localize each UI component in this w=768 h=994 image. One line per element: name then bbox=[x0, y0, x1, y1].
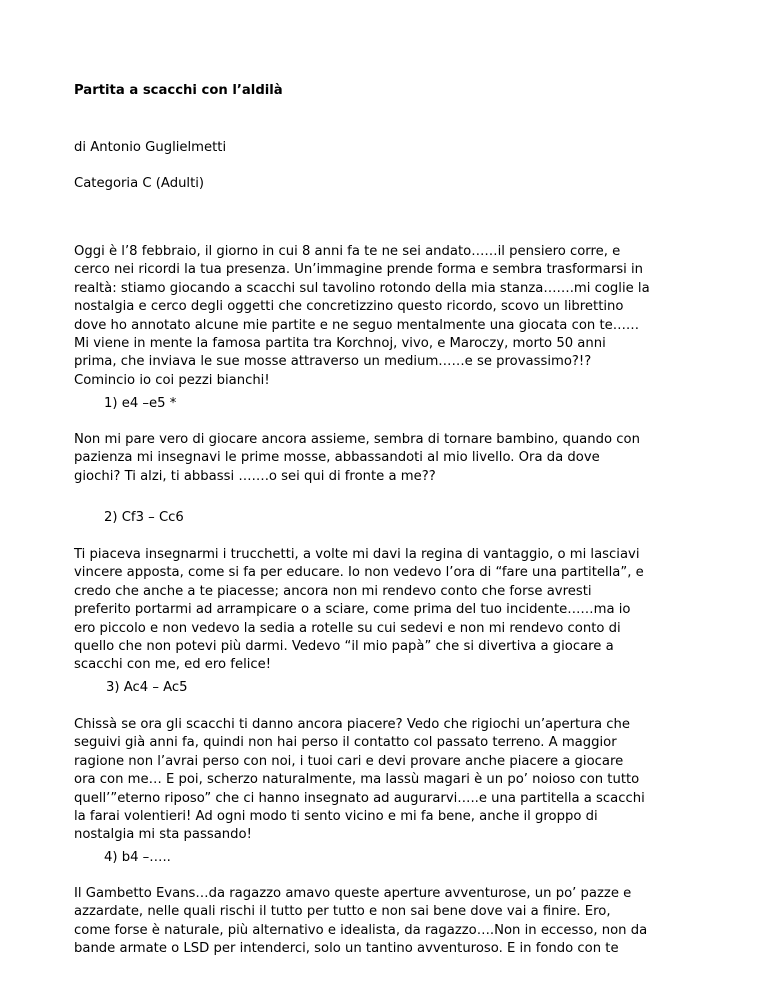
text-line: prima, che inviava le sue mosse attraverso un medium……e se provassimo?!? bbox=[74, 354, 592, 370]
paragraph-1 bbox=[74, 243, 698, 390]
text-line: ero piccolo e non vedevo la sedia a rotelle su cui sedevi e non mi rendevo conto di bbox=[74, 620, 621, 636]
text-line: Mi viene in mente la famosa partita tra Korchnoj, vivo, e Maroczy, morto 50 anni bbox=[74, 336, 606, 352]
text-line: nostalgia mi sta passando! bbox=[74, 827, 252, 843]
text-line: Oggi è l’8 febbraio, il giorno in cui 8 anni fa te ne sei andato……il pensiero corre, e bbox=[74, 244, 621, 259]
text-line: dove ho annotato alcune mie partite e ne seguo mentalmente una giocata con te…… bbox=[74, 317, 640, 333]
chess-move-2: 2) Cf3 – Cc6 bbox=[104, 510, 184, 525]
paragraph-3 bbox=[74, 546, 698, 675]
paragraph-2 bbox=[74, 431, 698, 486]
text-line: ora con me… E poi, scherzo naturalmente, ma lassù magari è un po’ noioso con tutto bbox=[74, 772, 640, 788]
paragraph-4 bbox=[74, 716, 698, 845]
text-line: vincere apposta, come si fa per educare. Io non vedevo l’ora di “fare una partitella”, e bbox=[74, 565, 644, 581]
paragraph-5 bbox=[74, 885, 698, 959]
text-line: Ti piaceva insegnarmi i trucchetti, a volte mi davi la regina di vantaggio, o mi lasciavi bbox=[74, 547, 640, 562]
text-line: come forse è naturale, più alternativo e idealista, da ragazzo….Non in eccesso, non da bbox=[74, 922, 648, 938]
text-line: quello che non potevi più darmi. Vedevo “il mio papà” che si divertiva a giocare a bbox=[74, 639, 614, 655]
text-line: bande armate o LSD per intenderci, solo un tantino avventuroso. E in fondo con te bbox=[74, 941, 619, 957]
text-line: Non mi pare vero di giocare ancora assieme, sembra di tornare bambino, quando con bbox=[74, 432, 640, 447]
text-line: Il Gambetto Evans…da ragazzo amavo queste aperture avventurose, un po’ pazze e bbox=[74, 886, 632, 901]
text-line: Chissà se ora gli scacchi ti danno ancora piacere? Vedo che rigiochi un’apertura che bbox=[74, 717, 630, 732]
author-line: di Antonio Guglielmetti bbox=[74, 140, 227, 155]
chess-move-4: 4) b4 –….. bbox=[104, 850, 171, 865]
text-line: scacchi con me, ed ero felice! bbox=[74, 657, 272, 673]
text-line: preferito portarmi ad arrampicare o a sciare, come prima del tuo incidente……ma io bbox=[74, 602, 631, 618]
text-line: Comincio io coi pezzi bianchi! bbox=[74, 372, 270, 388]
text-line: cerco nei ricordi la tua presenza. Un’immagine prende forma e sembra trasformarsi in bbox=[74, 262, 643, 278]
text-line: realtà: stiamo giocando a scacchi sul tavolino rotondo della mia stanza…….mi coglie la bbox=[74, 280, 650, 296]
text-line: giochi? Ti alzi, ti abbassi …….o sei qui di fronte a me?? bbox=[74, 468, 436, 484]
text-line: credo che anche a te piacesse; ancora non mi rendevo conto che forse avresti bbox=[74, 583, 592, 599]
text-line: quell’”eterno riposo” che ci hanno insegnato ad augurarvi…..e una partitella a scacchi bbox=[74, 790, 645, 806]
text-line: azzardate, nelle quali rischi il tutto per tutto e non sai bene dove vai a finire. Ero, bbox=[74, 904, 611, 920]
text-line: seguivi già anni fa, quindi non hai perso il contatto col passato terreno. A maggior bbox=[74, 735, 617, 751]
text-line: la farai volentieri! Ad ogni modo ti sento vicino e mi fa bene, anche il groppo di bbox=[74, 809, 598, 825]
text-line: nostalgia e cerco degli oggetti che concretizzino questo ricordo, scovo un librettino bbox=[74, 299, 624, 315]
category-line: Categoria C (Adulti) bbox=[74, 176, 205, 191]
text-line: pazienza mi insegnavi le prime mosse, abbassandoti al mio livello. Ora da dove bbox=[74, 450, 600, 466]
document-title: Partita a scacchi con l’aldilà bbox=[74, 83, 283, 98]
text-line: ragione non l’avrai perso con noi, i tuoi cari e devi provare anche piacere a giocare bbox=[74, 753, 624, 769]
chess-move-1: 1) e4 –e5 * bbox=[104, 396, 177, 411]
chess-move-3: 3) Ac4 – Ac5 bbox=[106, 680, 188, 695]
